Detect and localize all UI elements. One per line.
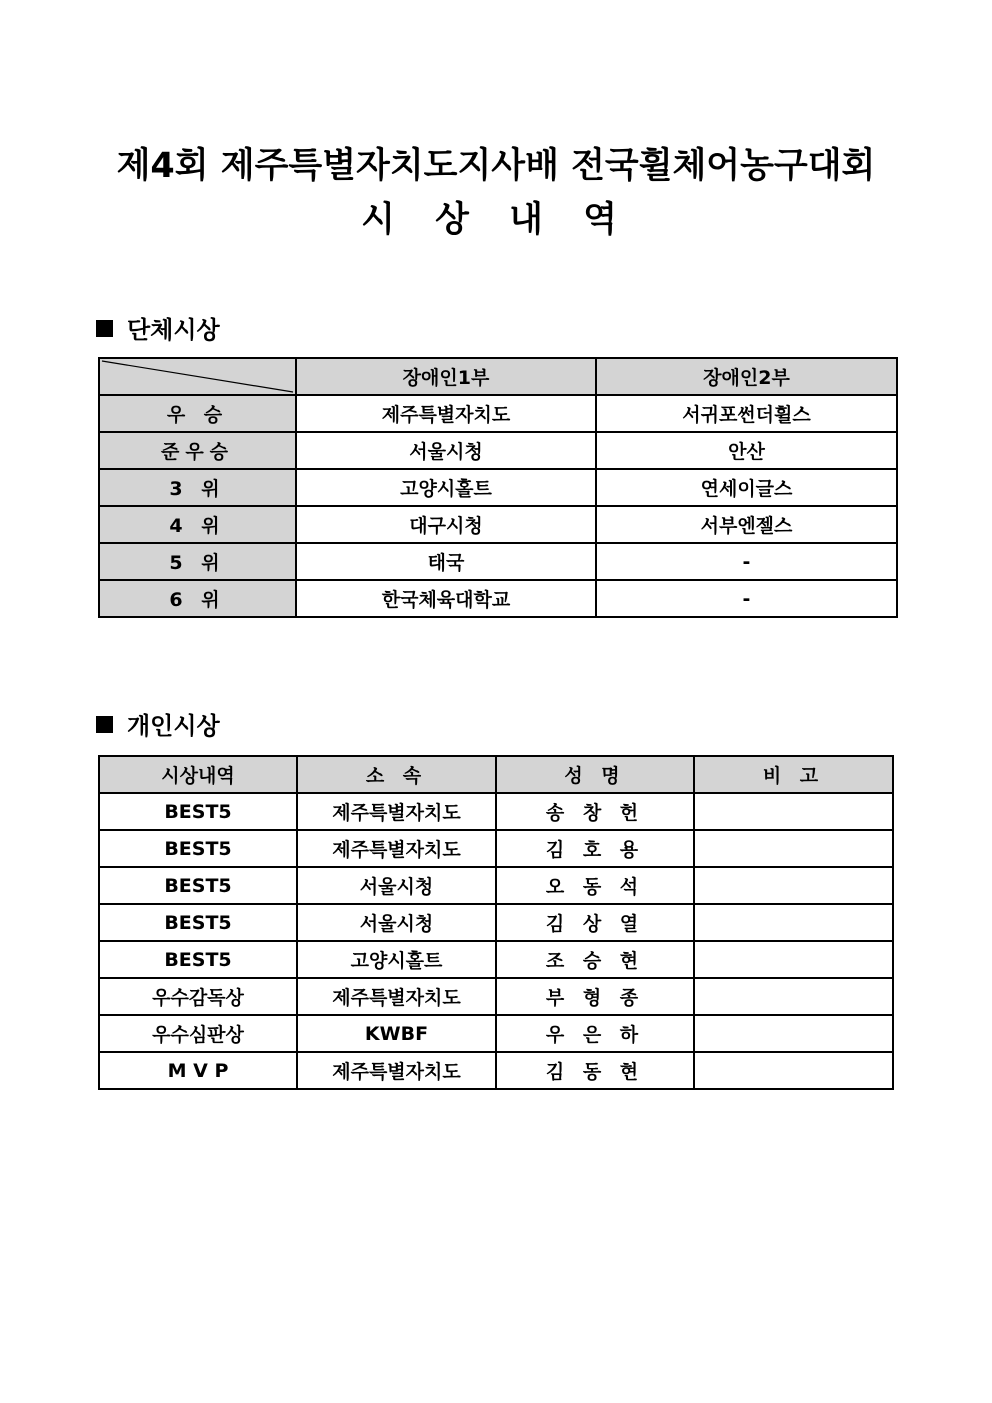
rank-cell: 5 위 bbox=[99, 543, 296, 580]
rank-cell: 우 승 bbox=[99, 395, 296, 432]
div2-cell: - bbox=[596, 580, 897, 617]
note-cell bbox=[694, 1052, 893, 1089]
table-row bbox=[99, 1015, 893, 1052]
table-row bbox=[99, 432, 897, 469]
team-cell: 서울시청 bbox=[297, 867, 496, 904]
award-cell: BEST5 bbox=[99, 867, 297, 904]
team-cell: 제주특별자치도 bbox=[297, 793, 496, 830]
div2-cell: - bbox=[596, 543, 897, 580]
table-row bbox=[99, 469, 897, 506]
name-cell: 오 동 석 bbox=[496, 867, 694, 904]
column-header-name: 성 명 bbox=[496, 756, 694, 793]
div1-cell: 고양시홀트 bbox=[296, 469, 596, 506]
note-cell bbox=[694, 941, 893, 978]
table-row bbox=[99, 1052, 893, 1089]
team-award-table bbox=[98, 357, 898, 618]
document-title: 제4회 제주특별자치도지사배 전국휠체어농구대회 bbox=[116, 146, 876, 186]
table-row bbox=[99, 395, 897, 432]
table-row bbox=[99, 904, 893, 941]
diagonal-line-icon bbox=[100, 359, 295, 394]
div2-cell: 연세이글스 bbox=[596, 469, 897, 506]
note-cell bbox=[694, 978, 893, 1015]
div1-cell: 서울시청 bbox=[296, 432, 596, 469]
document-subtitle: 시 상 내 역 bbox=[361, 200, 631, 240]
note-cell bbox=[694, 867, 893, 904]
square-bullet-icon bbox=[96, 320, 113, 337]
column-header-team: 소 속 bbox=[297, 756, 496, 793]
diagonal-header-cell bbox=[99, 358, 296, 395]
note-cell bbox=[694, 830, 893, 867]
team-award-heading bbox=[96, 310, 220, 345]
team-award-heading-label: 단체시상 bbox=[127, 316, 220, 344]
rank-cell: 4 위 bbox=[99, 506, 296, 543]
team-cell: KWBF bbox=[297, 1015, 496, 1052]
award-cell: BEST5 bbox=[99, 904, 297, 941]
award-cell: BEST5 bbox=[99, 941, 297, 978]
team-cell: 서울시청 bbox=[297, 904, 496, 941]
individual-award-table bbox=[98, 755, 894, 1090]
div1-cell: 제주특별자치도 bbox=[296, 395, 596, 432]
note-cell bbox=[694, 904, 893, 941]
table-header-row bbox=[99, 358, 897, 395]
award-cell: BEST5 bbox=[99, 793, 297, 830]
div2-cell: 서부엔젤스 bbox=[596, 506, 897, 543]
name-cell: 송 창 헌 bbox=[496, 793, 694, 830]
rank-cell: 준우승 bbox=[99, 432, 296, 469]
div1-cell: 대구시청 bbox=[296, 506, 596, 543]
column-header-award: 시상내역 bbox=[99, 756, 297, 793]
table-row bbox=[99, 830, 893, 867]
name-cell: 김 상 열 bbox=[496, 904, 694, 941]
award-cell: M V P bbox=[99, 1052, 297, 1089]
table-row bbox=[99, 978, 893, 1015]
table-header-row bbox=[99, 756, 893, 793]
column-header-div2: 장애인2부 bbox=[596, 358, 897, 395]
table-row bbox=[99, 543, 897, 580]
table-row bbox=[99, 793, 893, 830]
award-cell: BEST5 bbox=[99, 830, 297, 867]
team-cell: 제주특별자치도 bbox=[297, 978, 496, 1015]
table-row bbox=[99, 941, 893, 978]
individual-award-heading bbox=[96, 706, 220, 741]
name-cell: 조 승 현 bbox=[496, 941, 694, 978]
table-row bbox=[99, 867, 893, 904]
team-cell: 제주특별자치도 bbox=[297, 830, 496, 867]
team-cell: 고양시홀트 bbox=[297, 941, 496, 978]
div2-cell: 안산 bbox=[596, 432, 897, 469]
table-row bbox=[99, 506, 897, 543]
note-cell bbox=[694, 1015, 893, 1052]
div1-cell: 태국 bbox=[296, 543, 596, 580]
award-cell: 우수심판상 bbox=[99, 1015, 297, 1052]
rank-cell: 3 위 bbox=[99, 469, 296, 506]
note-cell bbox=[694, 793, 893, 830]
div2-cell: 서귀포썬더휠스 bbox=[596, 395, 897, 432]
name-cell: 부 형 종 bbox=[496, 978, 694, 1015]
square-bullet-icon bbox=[96, 716, 113, 733]
column-header-div1: 장애인1부 bbox=[296, 358, 596, 395]
name-cell: 우 은 하 bbox=[496, 1015, 694, 1052]
name-cell: 김 호 용 bbox=[496, 830, 694, 867]
table-row bbox=[99, 580, 897, 617]
column-header-note: 비 고 bbox=[694, 756, 893, 793]
name-cell: 김 동 현 bbox=[496, 1052, 694, 1089]
individual-award-heading-label: 개인시상 bbox=[127, 712, 220, 740]
rank-cell: 6 위 bbox=[99, 580, 296, 617]
team-cell: 제주특별자치도 bbox=[297, 1052, 496, 1089]
award-cell: 우수감독상 bbox=[99, 978, 297, 1015]
div1-cell: 한국체육대학교 bbox=[296, 580, 596, 617]
